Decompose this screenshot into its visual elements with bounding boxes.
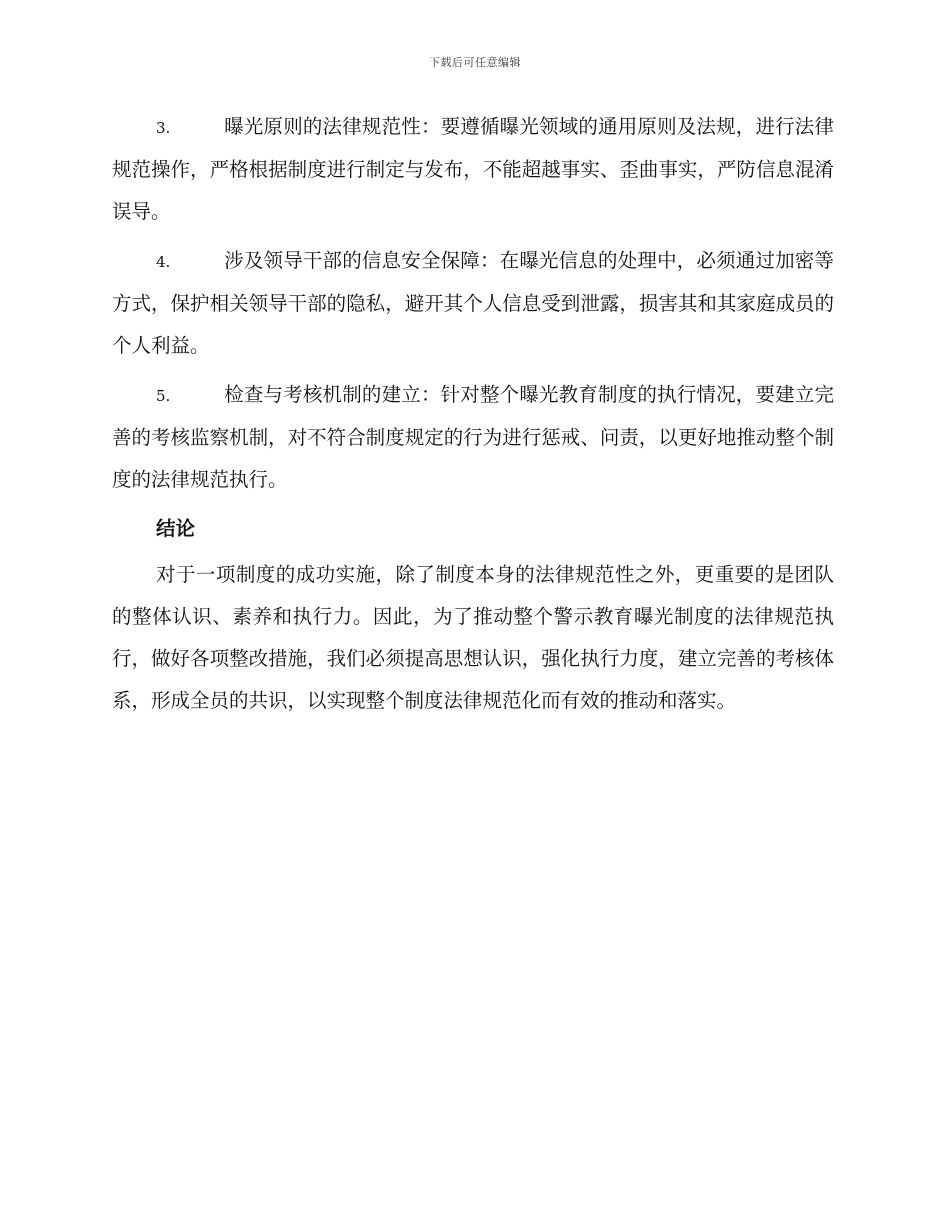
list-item-text: 曝光原则的法律规范性：要遵循曝光领域的通用原则及法规，进行法律规范操作，严格根据制度进行制定与发布，不能超越事实、歪曲事实，严防信息混淆误导。 bbox=[112, 115, 834, 223]
document-body bbox=[112, 106, 834, 722]
list-item-3 bbox=[112, 106, 834, 233]
list-item-4 bbox=[112, 240, 834, 367]
list-item-number: 5. bbox=[156, 387, 171, 405]
list-item-number: 4. bbox=[156, 253, 171, 271]
conclusion-heading: 结论 bbox=[156, 517, 196, 540]
list-item-text: 检查与考核机制的建立：针对整个曝光教育制度的执行情况，要建立完善的考核监察机制，对不符合制度规定的行为进行惩戒、问责，以更好地推动整个制度的法律规范执行。 bbox=[112, 383, 834, 491]
page-header: 下载后可任意编辑 bbox=[429, 56, 521, 69]
list-item-5 bbox=[112, 374, 834, 501]
conclusion-paragraph: 对于一项制度的成功实施，除了制度本身的法律规范性之外，更重要的是团队的整体认识、素养和执行力。因此，为了推动整个警示教育曝光制度的法律规范执行，做好各项整改措施，我们必须提高思想认识，强化执行力度，建立完善的考核体系，形成全员的共识，以实现整个制度法律规范化而有效的推动和落实。 bbox=[112, 563, 834, 712]
list-item-text: 涉及领导干部的信息安全保障：在曝光信息的处理中，必须通过加密等方式，保护相关领导干部的隐私，避开其个人信息受到泄露，损害其和其家庭成员的个人利益。 bbox=[112, 249, 834, 357]
list-item-number: 3. bbox=[156, 119, 171, 137]
